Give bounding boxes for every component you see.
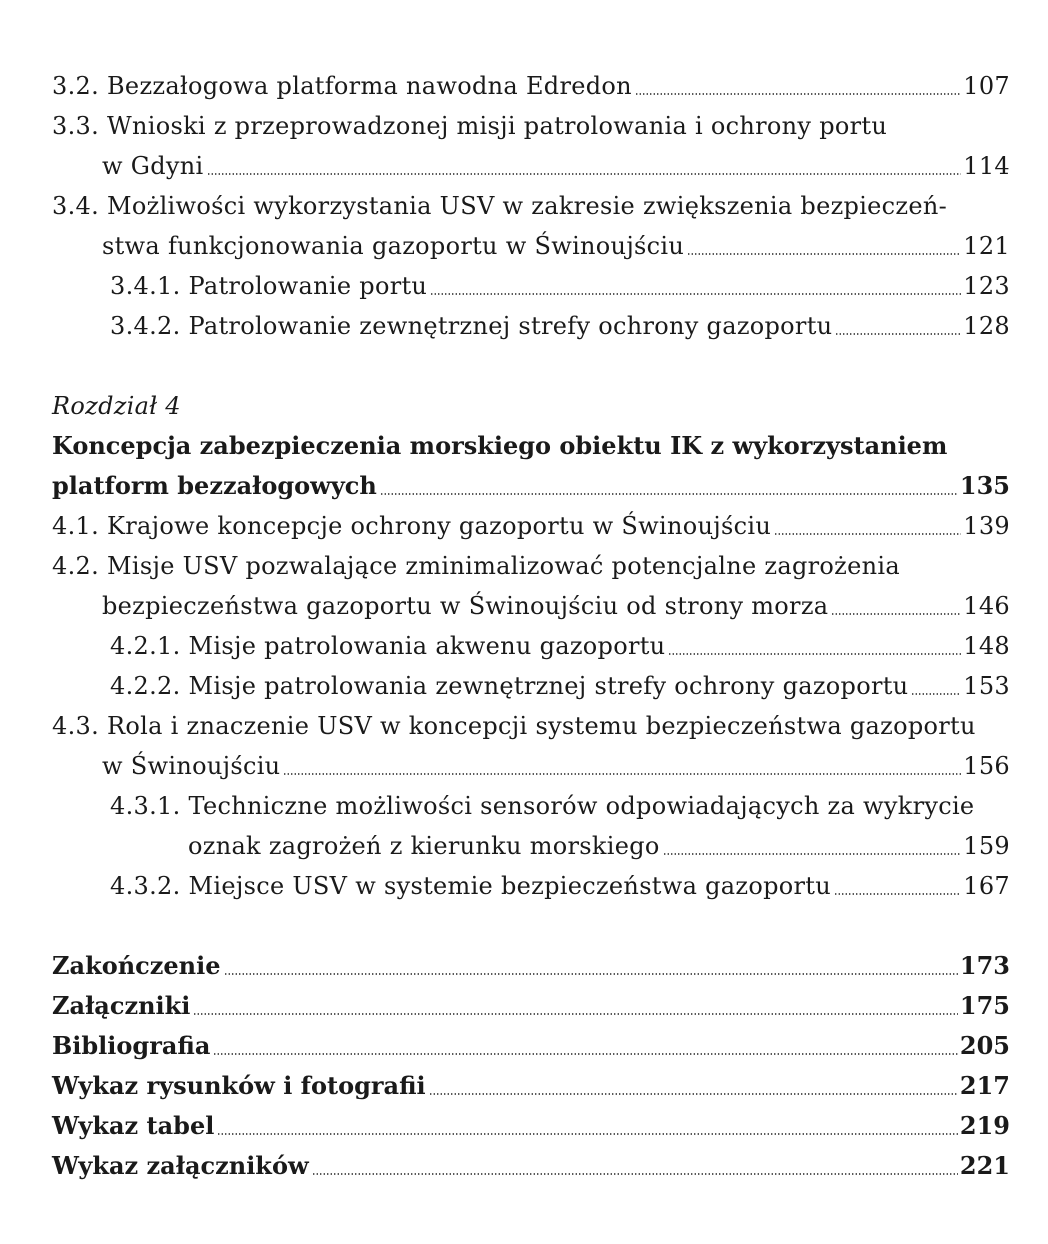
dot-leader (831, 613, 961, 615)
toc-entry (52, 66, 1010, 106)
section-number: 4.1. (52, 512, 99, 540)
entry-title: oznak zagrożeń z kierunku morskiego (188, 832, 660, 860)
entry-title: Rozdział 4 (52, 392, 181, 420)
page-number: 173 (959, 951, 1010, 980)
section-number: 4.3.1. (110, 792, 181, 820)
dot-leader (687, 253, 961, 255)
toc-entry (52, 306, 1010, 346)
section-number: 3.4. (52, 192, 99, 220)
page-number: 135 (959, 471, 1010, 500)
entry-title: bezpieczeństwa gazoportu w Świnoujściu od strony morza (102, 592, 829, 620)
dot-leader (430, 293, 961, 295)
dot-leader (193, 1013, 957, 1015)
entry-title: w Gdyni (102, 152, 204, 180)
entry-title: Rola i znaczenie USV w koncepcji systemu bezpieczeństwa gazoportu (107, 712, 976, 740)
entry-title: platform bezzałogowych (52, 471, 377, 500)
page-number: 221 (959, 1151, 1010, 1180)
toc-entry (52, 746, 1010, 786)
entry-title: Misje patrolowania akwenu gazoportu (188, 632, 666, 660)
entry-title: w Świnoujściu (102, 752, 281, 780)
toc-heading-line (52, 946, 1010, 986)
page-number: 217 (959, 1071, 1010, 1100)
toc-entry (52, 506, 1010, 546)
page-number: 114 (963, 152, 1010, 180)
section-number: 3.4.2. (110, 312, 181, 340)
page-number: 139 (963, 512, 1010, 540)
entry-title: Wykaz rysunków i fotografii (52, 1071, 426, 1100)
toc-entry (52, 186, 1010, 226)
page-number: 128 (963, 312, 1010, 340)
entry-title: Koncepcja zabezpieczenia morskiego obiektu IK z wykorzystaniem (52, 431, 948, 460)
section-number: 3.4.1. (110, 272, 181, 300)
entry-title: Techniczne możliwości sensorów odpowiadających za wykrycie (188, 792, 975, 820)
table-of-contents (52, 66, 1010, 1186)
page-number: 121 (963, 232, 1010, 260)
page-number: 107 (963, 72, 1010, 100)
toc-entry (52, 546, 1010, 586)
page-number: 205 (959, 1031, 1010, 1060)
dot-leader (283, 773, 961, 775)
dot-leader (663, 853, 962, 855)
dot-leader (380, 493, 958, 495)
dot-leader (217, 1133, 958, 1135)
page-number: 148 (963, 632, 1010, 660)
toc-entry (52, 786, 1010, 826)
entry-title: Patrolowanie zewnętrznej strefy ochrony gazoportu (188, 312, 833, 340)
entry-title: Krajowe koncepcje ochrony gazoportu w Świnoujściu (107, 512, 772, 540)
dot-leader (213, 1053, 957, 1055)
dot-leader (835, 333, 961, 335)
toc-heading-line (52, 466, 1010, 506)
page-number: 153 (963, 672, 1010, 700)
dot-leader (207, 173, 962, 175)
toc-entry (52, 626, 1010, 666)
toc-entry (52, 226, 1010, 266)
entry-title: Misje patrolowania zewnętrznej strefy ochrony gazoportu (188, 672, 909, 700)
section-number: 4.2.2. (110, 672, 181, 700)
section-number: 3.2. (52, 72, 99, 100)
chapter-label (52, 386, 1010, 426)
toc-heading-line (52, 986, 1010, 1026)
page-number: 123 (963, 272, 1010, 300)
toc-heading-line (52, 1106, 1010, 1146)
entry-title: Miejsce USV w systemie bezpieczeństwa gazoportu (188, 872, 831, 900)
section-number: 4.3. (52, 712, 99, 740)
entry-title: Możliwości wykorzystania USV w zakresie zwiększenia bezpieczeń- (107, 192, 948, 220)
toc-entry (52, 666, 1010, 706)
dot-leader (834, 893, 961, 895)
entry-title: Wykaz tabel (52, 1111, 215, 1140)
toc-entry (52, 586, 1010, 626)
toc-entry (52, 706, 1010, 746)
section-number: 4.3.2. (110, 872, 181, 900)
entry-title: Bibliografia (52, 1031, 211, 1060)
page-number: 159 (963, 832, 1010, 860)
page-number: 219 (959, 1111, 1010, 1140)
entry-title: Zakończenie (52, 951, 221, 980)
section-number: 3.3. (52, 112, 99, 140)
toc-heading-line (52, 1026, 1010, 1066)
entry-title: Wnioski z przeprowadzonej misji patrolowania i ochrony portu (107, 112, 888, 140)
toc-entry (52, 866, 1010, 906)
toc-entry (52, 146, 1010, 186)
dot-leader (774, 533, 961, 535)
dot-leader (429, 1093, 958, 1095)
entry-title: Patrolowanie portu (188, 272, 428, 300)
entry-title: Wykaz załączników (52, 1151, 309, 1180)
section-spacer (52, 906, 1010, 946)
entry-title: Misje USV pozwalające zminimalizować potencjalne zagrożenia (107, 552, 900, 580)
entry-title: stwa funkcjonowania gazoportu w Świnoujściu (102, 232, 685, 260)
section-number: 4.2.1. (110, 632, 181, 660)
toc-entry (52, 106, 1010, 146)
toc-entry (52, 826, 1010, 866)
dot-leader (312, 1173, 958, 1175)
dot-leader (911, 693, 961, 695)
entry-title: Załączniki (52, 991, 191, 1020)
dot-leader (668, 653, 961, 655)
section-spacer (52, 346, 1010, 386)
dot-leader (635, 93, 961, 95)
toc-heading-line (52, 1146, 1010, 1186)
entry-title: Bezzałogowa platforma nawodna Edredon (107, 72, 632, 100)
dot-leader (224, 973, 958, 975)
toc-heading-line (52, 1066, 1010, 1106)
page-number: 175 (959, 991, 1010, 1020)
page-number: 156 (963, 752, 1010, 780)
section-number: 4.2. (52, 552, 99, 580)
toc-heading-line (52, 426, 1010, 466)
page-number: 146 (963, 592, 1010, 620)
page-number: 167 (963, 872, 1010, 900)
toc-entry (52, 266, 1010, 306)
